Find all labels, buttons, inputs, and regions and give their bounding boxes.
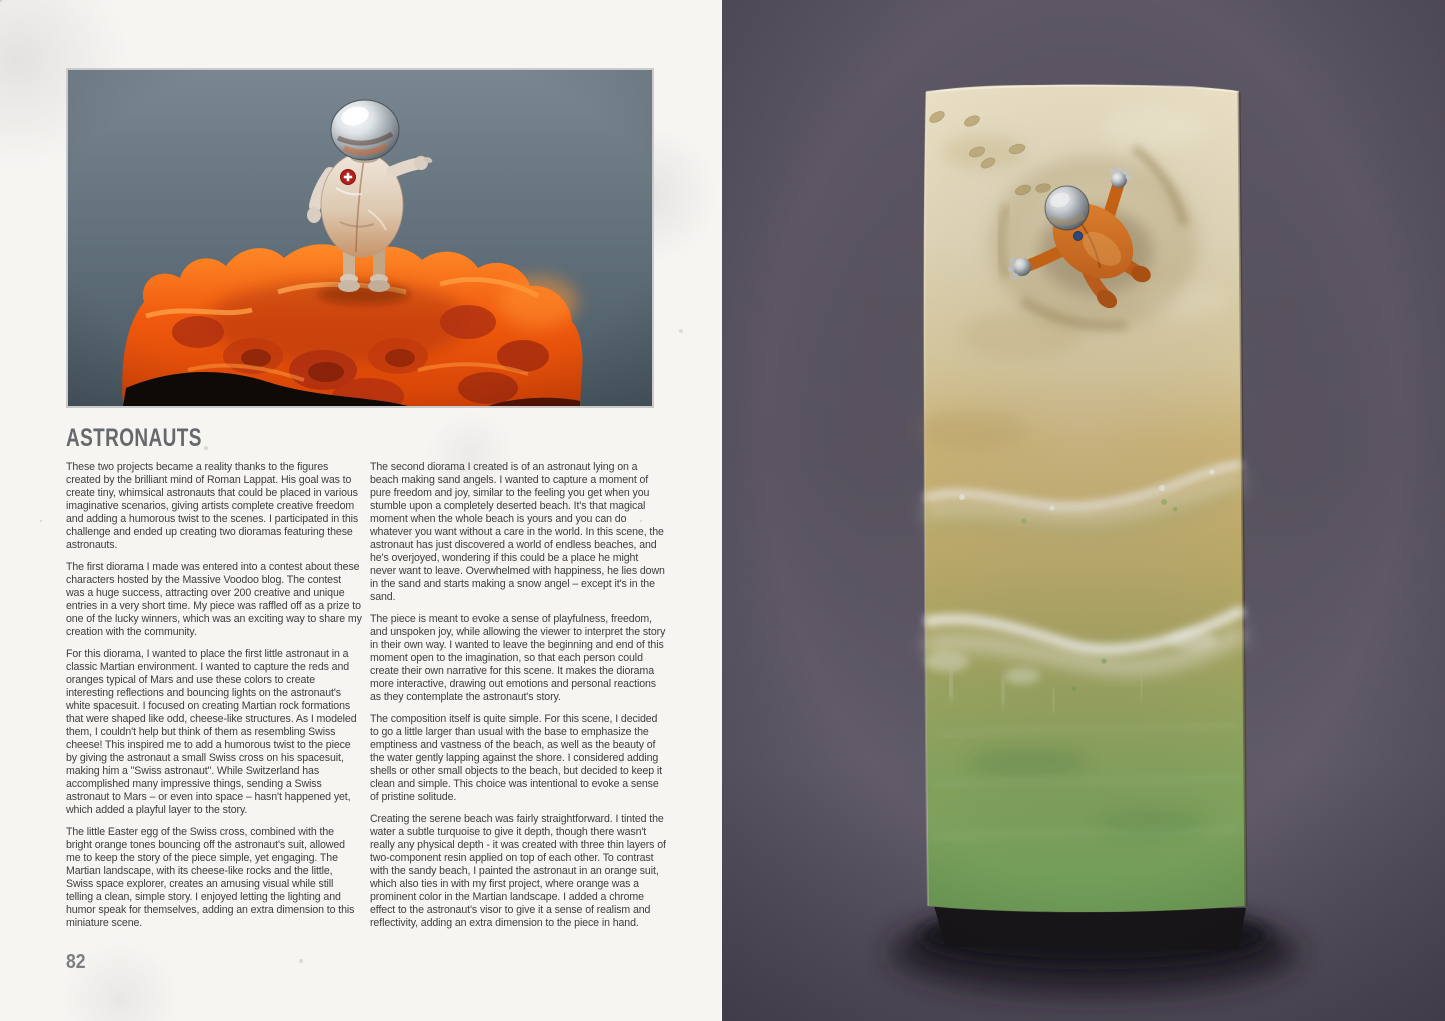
paragraph: For this diorama, I wanted to place the first little astronaut in a classic Martian environment. I wanted to capture the reds and oranges typical of Mars and use these colors to create interesting reflections and bouncing lights on the astronaut's white spacesuit. I focused on creating Martian rock formations that were shaped like odd, cheese-like structures. As I modeled them, I couldn't help but think of them as resembling Swiss cheese! This inspired me to add a humorous twist to the piece by giving the astronaut a small Swiss cross on his spacesuit, making him a "Swiss astronaut". While Switzerland has accomplished many impressive things, sending a Swiss astronaut to Mars – or even into space – hasn't happened yet, which added a playful layer to the story. — [66, 648, 357, 816]
section-heading: ASTRONAUTS — [66, 424, 202, 452]
paragraph: The little Easter egg of the Swiss cross, combined with the bright orange tones bouncing off the astronaut's suit, allowed me to keep the story of the piece simple, yet engaging. The Martian landscape, with its cheese-like rocks and the little, Swiss space explorer, creates an amusing visual while still telling a clean, simple story. I enjoyed letting the lighting and humor speak for themselves, adding an extra dimension to this miniature scene. — [66, 826, 355, 929]
text-column-2 — [370, 461, 666, 939]
paragraph: Creating the serene beach was fairly straightforward. I tinted the water a subtle turquoise to give it depth, though there wasn't really any physical depth - it was created with three thin layers of two-component resin applied on top of each other. To contrast with the sandy beach, I painted the astronaut in an orange suit, which also ties in with my first project, where orange was a prominent color in the Martian landscape. I added a chrome effect to the astronaut's visor to give it a sense of realism and reflectivity, adding an extra dimension to the piece in hand. — [370, 813, 666, 929]
mars-diorama-illustration — [68, 70, 652, 406]
text-column-1 — [66, 461, 362, 939]
paragraph: The composition itself is quite simple. For this scene, I decided to go a little larger than usual with the base to emphasize the emptiness and vastness of the beach, as well as the beauty of the water gently lapping against the shore. I considered adding shells or other small objects to the beach, but decided to keep it clean and simple. This choice was intentional to evoke a sense of pristine solitude. — [370, 713, 662, 803]
left-page — [0, 0, 722, 1021]
right-page-photo — [722, 0, 1445, 1021]
paragraph: The second diorama I created is of an astronaut lying on a beach making sand angels. I wanted to capture a moment of pure freedom and joy, similar to the feeling you get when you stumble upon a completely deserted beach. It's that magical moment when the whole beach is yours and you can do whatever you want without a care in the world. In this scene, the astronaut has just discovered a world of endless beaches, and he's overjoyed, wondering if this could be a place he might never want to leave. Overwhelmed with happiness, he lies down in the sand and starts making a snow angel – except it's in the sand. — [370, 461, 665, 603]
page-number: 82 — [66, 951, 86, 973]
paragraph: The first diorama I made was entered into a contest about these characters hosted by the Massive Voodoo blog. The contest was a huge success, attracting over 200 creative and unique entries in a very short time. My piece was raffled off as a prize to one of the lucky winners, which was an exciting way to share my creation with the community. — [66, 561, 362, 638]
paragraph: These two projects became a reality thanks to the figures created by the brilliant mind of Roman Lappat. His goal was to create tiny, whimsical astronauts that could be placed in various imaginative scenarios, giving artists complete creative freedom and adding a humorous twist to the scenes. I participated in this challenge and ended up creating two dioramas featuring these astronauts. — [66, 461, 359, 551]
beach-diorama-illustration — [722, 0, 1445, 1021]
mars-diorama-photo — [66, 68, 654, 408]
body-text — [66, 461, 666, 939]
paragraph: The piece is meant to evoke a sense of playfulness, freedom, and unspoken joy, while allowing the viewer to interpret the story in their own way. I wanted to leave the beginning and end of this moment open to the imagination, so that each person could create their own narrative for this scene. It makes the diorama more interactive, drawing out emotions and personal reactions as they contemplate the astronaut's story. — [370, 613, 666, 703]
